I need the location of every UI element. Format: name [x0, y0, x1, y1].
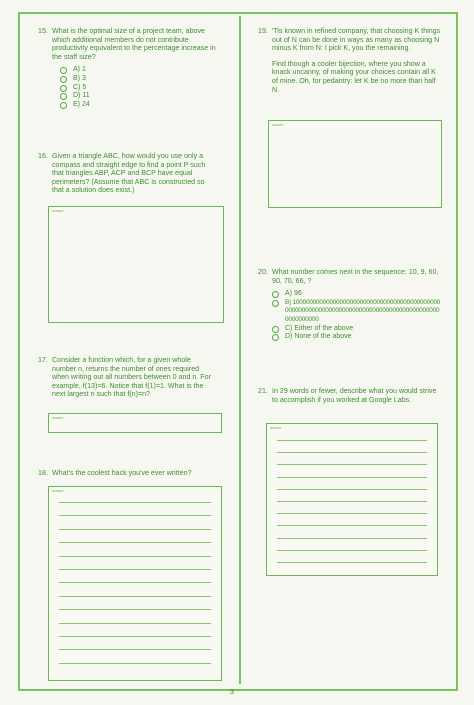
writing-line — [277, 513, 427, 514]
writing-line — [59, 649, 211, 650]
writing-line — [277, 538, 427, 539]
writing-line — [59, 556, 211, 557]
radio-button[interactable] — [60, 85, 67, 92]
option-e[interactable]: E) 24 — [60, 101, 216, 110]
question-text-continued: Find though a cooler bijection, where you show a knack uncanny, of making your choices contain all K of mine. Oh, for pedantry: let K be no more than half N. — [272, 59, 436, 94]
radio-button[interactable] — [272, 334, 279, 341]
radio-button[interactable] — [272, 300, 279, 307]
writing-line — [277, 440, 427, 441]
question-text: What is the optimal size of a project team, above which additional members do not contribute productivity equivalent to the percentage increase in the staff size? — [52, 27, 216, 61]
writing-line — [59, 582, 211, 583]
question-15 — [38, 27, 216, 109]
options-list — [60, 66, 216, 109]
option-b[interactable]: B) 3 — [60, 75, 216, 84]
question-number: 20. — [258, 268, 268, 276]
writing-line — [59, 623, 211, 624]
writing-line — [59, 569, 211, 570]
answer-box-21[interactable] — [266, 423, 438, 576]
question-text: What number comes next in the sequence: 10, 9, 60, 90, 70, 66, ? — [272, 268, 439, 285]
question-number: 17. — [38, 356, 48, 364]
question-17 — [38, 356, 216, 399]
writing-line — [277, 525, 427, 526]
option-a[interactable]: A) 96 — [272, 290, 442, 299]
option-b[interactable]: B) 1000000000000000000000000000000000000000000000000000000000000000000000000000000000000000000000000000 — [272, 299, 442, 325]
option-a[interactable]: A) 1 — [60, 66, 216, 75]
writing-line — [59, 502, 211, 503]
answer-label: answer: — [52, 209, 65, 213]
answer-box-19[interactable] — [268, 120, 442, 208]
writing-line — [277, 464, 427, 465]
question-number: 15. — [38, 27, 48, 35]
writing-line — [277, 477, 427, 478]
answer-box-16[interactable] — [48, 206, 224, 323]
writing-line — [59, 529, 211, 530]
radio-button[interactable] — [60, 76, 67, 83]
option-c[interactable]: C) 5 — [60, 84, 216, 93]
question-18 — [38, 469, 228, 478]
column-divider — [239, 16, 241, 684]
question-number: 19. — [258, 27, 268, 35]
question-number: 16. — [38, 152, 48, 160]
question-text: What's the coolest hack you've ever written? — [52, 469, 192, 477]
answer-label: answer: — [270, 426, 283, 430]
option-d[interactable]: D) 11 — [60, 92, 216, 101]
question-20 — [258, 268, 442, 342]
radio-button[interactable] — [60, 67, 67, 74]
question-19 — [258, 27, 441, 94]
radio-button[interactable] — [60, 102, 67, 109]
answer-label: answer: — [52, 416, 65, 420]
question-21 — [258, 387, 438, 404]
answer-label: answer: — [272, 123, 285, 127]
writing-line — [277, 501, 427, 502]
writing-line — [59, 596, 211, 597]
question-number: 21. — [258, 387, 268, 395]
page-number: 3 — [230, 689, 234, 696]
radio-button[interactable] — [60, 93, 67, 100]
options-list — [272, 290, 442, 342]
question-text: In 29 words or fewer, describe what you would strive to accomplish if you worked at Google Labs. — [272, 387, 437, 404]
answer-label: answer: — [52, 489, 65, 493]
question-text: Given a triangle ABC, how would you use only a compass and straight edge to find a point P such that triangles ABP, ACP and BCP have equal perimeters? (Assume that ABC is constructed so that a solution does exist.) — [52, 152, 206, 195]
question-number: 18. — [38, 469, 48, 477]
question-text: 'Tis known in refined company, that choosing K things out of N can be done in ways as many as choosing N minus K from N: I pick K, you the remaining. — [272, 27, 441, 53]
radio-button[interactable] — [272, 291, 279, 298]
writing-line — [59, 609, 211, 610]
writing-line — [277, 550, 427, 551]
option-c[interactable]: C) Either of the above — [272, 325, 442, 334]
writing-line — [277, 452, 427, 453]
question-text: Consider a function which, for a given whole number n, returns the number of ones required when writing out all numbers between 0 and n. For example, f(13)=6. Notice that f(1)=1. What is the next largest n such that f(n)=n? — [52, 356, 211, 399]
writing-line — [59, 542, 211, 543]
radio-button[interactable] — [272, 326, 279, 333]
writing-line — [277, 489, 427, 490]
writing-line — [59, 515, 211, 516]
writing-line — [59, 636, 211, 637]
writing-line — [59, 663, 211, 664]
writing-line — [277, 562, 427, 563]
option-d[interactable]: D) None of the above — [272, 333, 442, 342]
question-16 — [38, 152, 218, 195]
answer-box-17[interactable] — [48, 413, 222, 433]
answer-box-18[interactable] — [48, 486, 222, 681]
